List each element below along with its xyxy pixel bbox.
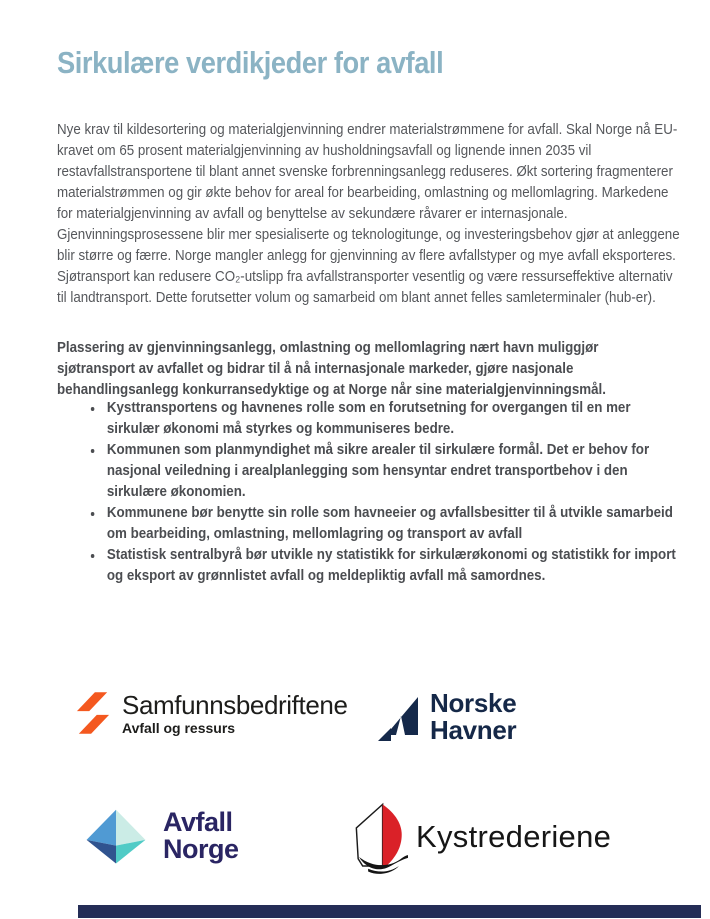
bullet-item: • Kommunene bør benytte sin rolle som havneeier og avfallsbesitter til å utvikle samarbeid om bearbeiding, omlastning, mellomlagring og transport av avfall: [103, 502, 680, 544]
bullet-item: • Kommunen som planmyndighet må sikre arealer til sirkulære formål. Det er behov for nasjonal veiledning i arealplanlegging som hensyntar endret transportbehov i den sirkulære økonomien.: [103, 439, 680, 502]
bullet-list: [57, 397, 680, 586]
samfunnsbedriftene-name: Samfunnsbedriftene: [122, 689, 348, 720]
avfall-norge-diamond-icon: [84, 806, 148, 866]
samfunnsbedriftene-subtitle: Avfall og ressurs: [122, 719, 236, 736]
norske-havner-logo: [374, 689, 516, 745]
samfunnsbedriftene-s-icon: [76, 690, 110, 736]
norske-havner-line2: Havner: [430, 715, 517, 745]
bullet-item: • Statistisk sentralbyrå bør utvikle ny statistikk for sirkulærøkonomi og statistikk for import og eksport av grønnlistet avfall og meldepliktig avfall må samordnes.: [103, 544, 680, 586]
avfall-norge-wordmark: [163, 809, 239, 863]
lead-bold-paragraph: Plassering av gjenvinningsanlegg, omlastning og mellomlagring nært havn muliggjør sjøtransport av avfallet og bidrar til å nå internasjonale markeder, gjøre nasjonale behandlingsanlegg konkurransedyktige og at Norge når sine materialgjenvinningsmål.: [57, 339, 606, 398]
kystrederiene-sail-icon: [350, 800, 408, 874]
norske-havner-wordmark: [430, 690, 516, 744]
kystrederiene-wordmark: Kystrederiene: [416, 819, 612, 854]
samfunnsbedriftene-logo: [76, 690, 348, 736]
bullet-item: • Kysttransportens og havnenes rolle som en forutsetning for overgangen til en mer sirkulær økonomi må styrkes og kommuniseres bedre.: [103, 397, 680, 439]
kystrederiene-logo: [350, 800, 611, 874]
samfunnsbedriftene-wordmark: [122, 691, 348, 736]
footer-bar: [78, 905, 701, 918]
page-title: Sirkulære verdikjeder for avfall: [57, 44, 444, 80]
avfall-norge-line2: Norge: [163, 834, 239, 864]
avfall-norge-logo: [84, 806, 239, 866]
avfall-norge-line1: Avfall: [163, 807, 233, 837]
norske-havner-line1: Norske: [430, 688, 517, 718]
intro-paragraph: Nye krav til kildesortering og materialgjenvinning endrer materialstrømmene for avfall. Skal Norge nå EU-kravet om 65 prosent materialgjenvinning av husholdningsavfall og lignende innen 2035 vil restavfallstransportene til blant annet svenske forbrenningsanlegg reduseres. Økt sortering fragmenterer materialstrømmen og gir økte behov for areal for bearbeiding, omlastning og mellomlagring. Markedene for materialgjenvinning av avfall og benyttelse av sekundære råvarer er internasjonale. Gjenvinningsprosessene blir mer spesialiserte og teknologitunge, og investeringsbehov gjør at anleggene blir større og færre. Norge mangler anlegg for gjenvinning av flere avfallstyper og mye avfall eksporteres. Sjøtransport kan redusere CO₂-utslipp fra avfallstransporter vesentlig og være ressurseffektive alternativ til landtransport. Dette forutsetter volum og samarbeid om blant annet felles samleterminaler (hub-er).: [57, 121, 680, 306]
norske-havner-sail-icon: [374, 689, 420, 745]
